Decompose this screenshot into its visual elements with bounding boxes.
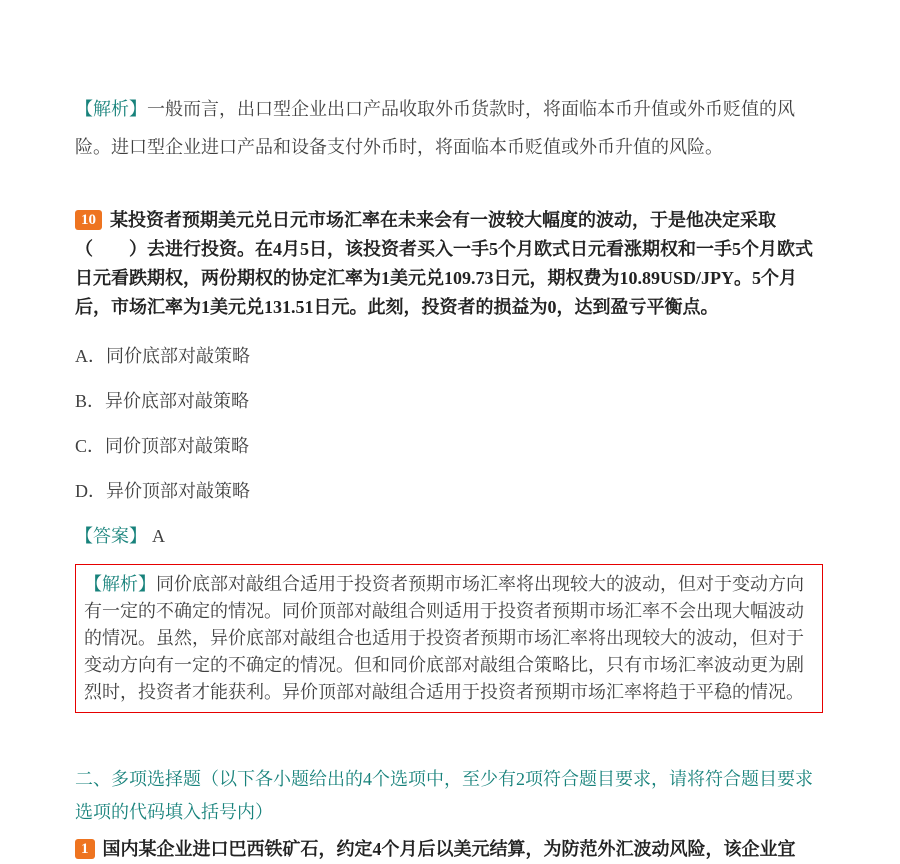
explanation-label: 【解析】 (84, 574, 156, 594)
previous-question-explanation (75, 90, 823, 166)
explanation-text: 同价底部对敲组合适用于投资者预期市场汇率将出现较大的波动，但对于变动方向有一定的不确定的情况。同价顶部对敲组合则适用于投资者预期市场汇率不会出现大幅波动的情况。虽然，异价底部对敲组合也适用于投资者预期市场汇率将出现较大的波动，但对于变动方向有一定的不确定的情况。但和同价底部对敲组合策略比，只有市场汇率波动更为剧烈时，投资者才能获利。异价顶部对敲组合适用于投资者预期市场汇率将趋于平稳的情况。 (84, 574, 804, 702)
answer-value: A (152, 526, 165, 546)
option-letter: A． (75, 346, 106, 366)
options-list (75, 342, 823, 506)
option-b (75, 387, 823, 416)
option-text: 异价顶部对敲策略 (106, 481, 250, 501)
section-2-title: 二、多项选择题（以下各小题给出的4个选项中，至少有2项符合题目要求，请将符合题目要求选项的代码填入括号内） (75, 769, 813, 822)
exam-document-page (75, 0, 823, 864)
question-1-multichoice (75, 835, 823, 864)
question-number-badge: 1 (75, 839, 95, 859)
option-letter: C． (75, 436, 106, 456)
explanation-text: 一般而言，出口型企业出口产品收取外币货款时，将面临本币升值或外币贬值的风险。进口型企业进口产品和设备支付外币时，将面临本币贬值或外币升值的风险。 (75, 99, 795, 157)
option-text: 同价底部对敲策略 (106, 346, 250, 366)
question-10 (75, 206, 823, 322)
answer-label: 【答案】 (75, 526, 147, 546)
explanation-highlight-box (75, 564, 823, 713)
explanation-label: 【解析】 (75, 99, 147, 119)
option-c (75, 432, 823, 461)
question-text: 某投资者预期美元兑日元市场汇率在未来会有一波较大幅度的波动，于是他决定采取（ ）去进行投资。在4月5日，该投资者买入一手5个月欧式日元看涨期权和一手5个月欧式日元看跌期权，两份期权的协定汇率为1美元兑109.73日元，期权费为10.89USD/JPY。5个月后，市场汇率为1美元兑131.51日元。此刻，投资者的损益为0，达到盈亏平衡点。 (75, 210, 813, 317)
option-letter: B． (75, 391, 106, 411)
option-d (75, 477, 823, 506)
option-a (75, 342, 823, 371)
question-text: 国内某企业进口巴西铁矿石，约定4个月后以美元结算，为防范外汇波动风险，该企业宜 (102, 839, 796, 859)
option-text: 异价底部对敲策略 (105, 391, 250, 411)
answer-line (75, 522, 823, 551)
option-text: 同价顶部对敲策略 (105, 436, 250, 456)
option-letter: D． (75, 481, 106, 501)
question-number-badge: 10 (75, 210, 102, 230)
